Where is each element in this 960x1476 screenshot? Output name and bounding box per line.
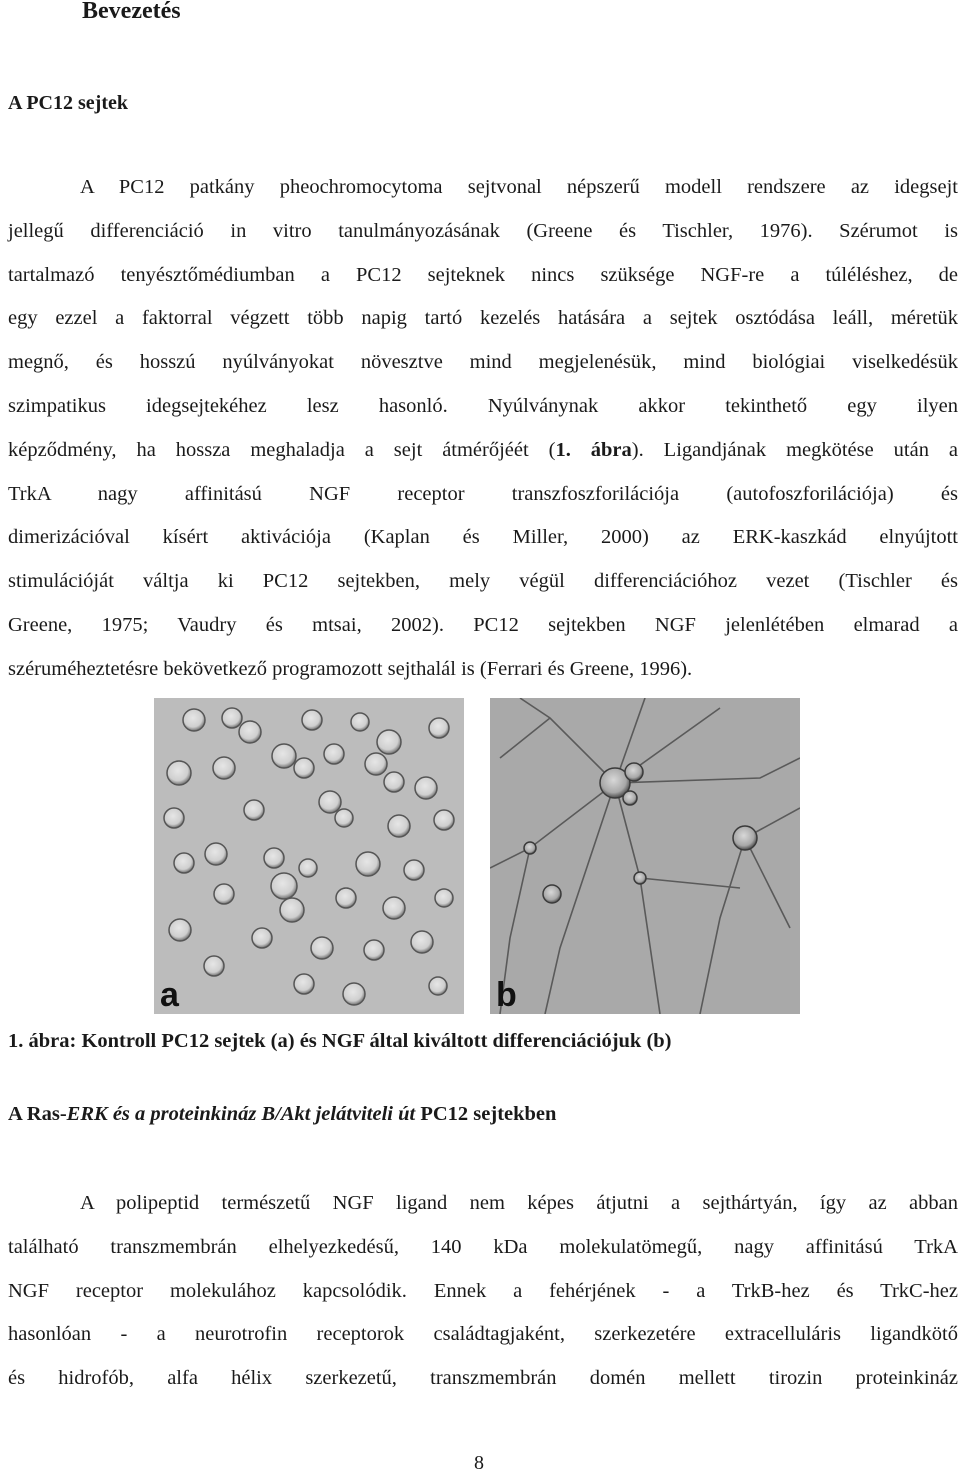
figure-caption: 1. ábra: Kontroll PC12 sejtek (a) és NGF által kiváltott differenciációjuk (b): [8, 1030, 672, 1052]
text-line: hasonlóan - a neurotrofin receptorok családtagjaként, szerkezetére extracelluláris ligandkötő: [8, 1323, 958, 1346]
title-part: PC12 sejtekben: [415, 1103, 557, 1125]
figure-panel-b: [490, 698, 800, 1014]
text-line: A polipeptid természetű NGF ligand nem képes átjutni a sejthártyán, így az abban: [80, 1192, 958, 1214]
text-line: található transzmembrán elhelyezkedésű, 140 kDa molekulatömegű, nagy affinitású TrkA: [8, 1235, 958, 1258]
text-segment: képződmény, ha hossza meghaladja a sejt átmérőjéét (: [8, 438, 556, 461]
title-part: A Ras-: [8, 1103, 67, 1125]
micrograph-b-image: [490, 698, 800, 1014]
text-line: és hidrofób, alfa hélix szerkezetű, transzmembrán domén mellett tirozin proteinkináz: [8, 1367, 958, 1390]
text-line: egy ezzel a faktorral végzett több napig tartó kezelés hatására a sejtek osztódása leáll, méretük: [8, 307, 958, 330]
text-line: Greene, 1975; Vaudry és mtsai, 2002). PC12 sejtekben NGF jelenlétében elmarad a: [8, 613, 958, 636]
text-line: stimulációját váltja ki PC12 sejtekben, mely végül differenciációhoz vezet (Tischler és: [8, 570, 958, 593]
text-line: [8, 429, 958, 473]
text-segment: ). Ligandjának megkötése után a: [631, 438, 958, 461]
text-line: NGF receptor molekulához kapcsolódik. Ennek a fehérjének - a TrkB-hez és TrkC-hez: [8, 1279, 958, 1302]
section-2-title: [8, 1103, 556, 1126]
section-title: A PC12 sejtek: [8, 92, 128, 114]
page-number: 8: [474, 1452, 484, 1474]
text-line: TrkA nagy affinitású NGF receptor transzfoszforilációja (autofoszforilációja) és: [8, 482, 958, 505]
micrograph-a-image: [154, 698, 464, 1014]
title-italic-part: ERK és a proteinkináz B/Akt jelátviteli út: [66, 1103, 416, 1125]
text-line: széruméheztetésre bekövetkező programozott sejthalál is (Ferrari és Greene, 1996).: [8, 657, 693, 680]
text-line: szimpatikus idegsejtekéhez lesz hasonló. Nyúlványnak akkor tekinthető egy ilyen: [8, 394, 958, 417]
text-line: megnő, és hosszú nyúlványokat növesztve mind megjelenésük, mind biológiai viselkedésük: [8, 351, 958, 374]
text-line: jellegű differenciáció in vitro tanulmányozásának (Greene és Tischler, 1976). Szérumot is: [8, 219, 958, 242]
paragraph-2: [8, 1182, 958, 1401]
text-line: tartalmazó tenyésztőmédiumban a PC12 sejteknek nincs szüksége NGF-re a túléléshez, de: [8, 263, 958, 286]
text-line: dimerizációval kísért aktivációja (Kaplan és Miller, 2000) az ERK-kaszkád elnyújtott: [8, 526, 958, 549]
figure-panel-a: [154, 698, 464, 1014]
chapter-title: Bevezetés: [82, 0, 181, 24]
panel-a-label: a: [160, 976, 179, 1014]
figure-reference[interactable]: 1. ábra: [555, 438, 632, 461]
panel-b-label: b: [496, 976, 517, 1014]
paragraph-1: [8, 166, 958, 692]
text-line: A PC12 patkány pheochromocytoma sejtvonal népszerű modell rendszere az idegsejt: [80, 176, 958, 198]
